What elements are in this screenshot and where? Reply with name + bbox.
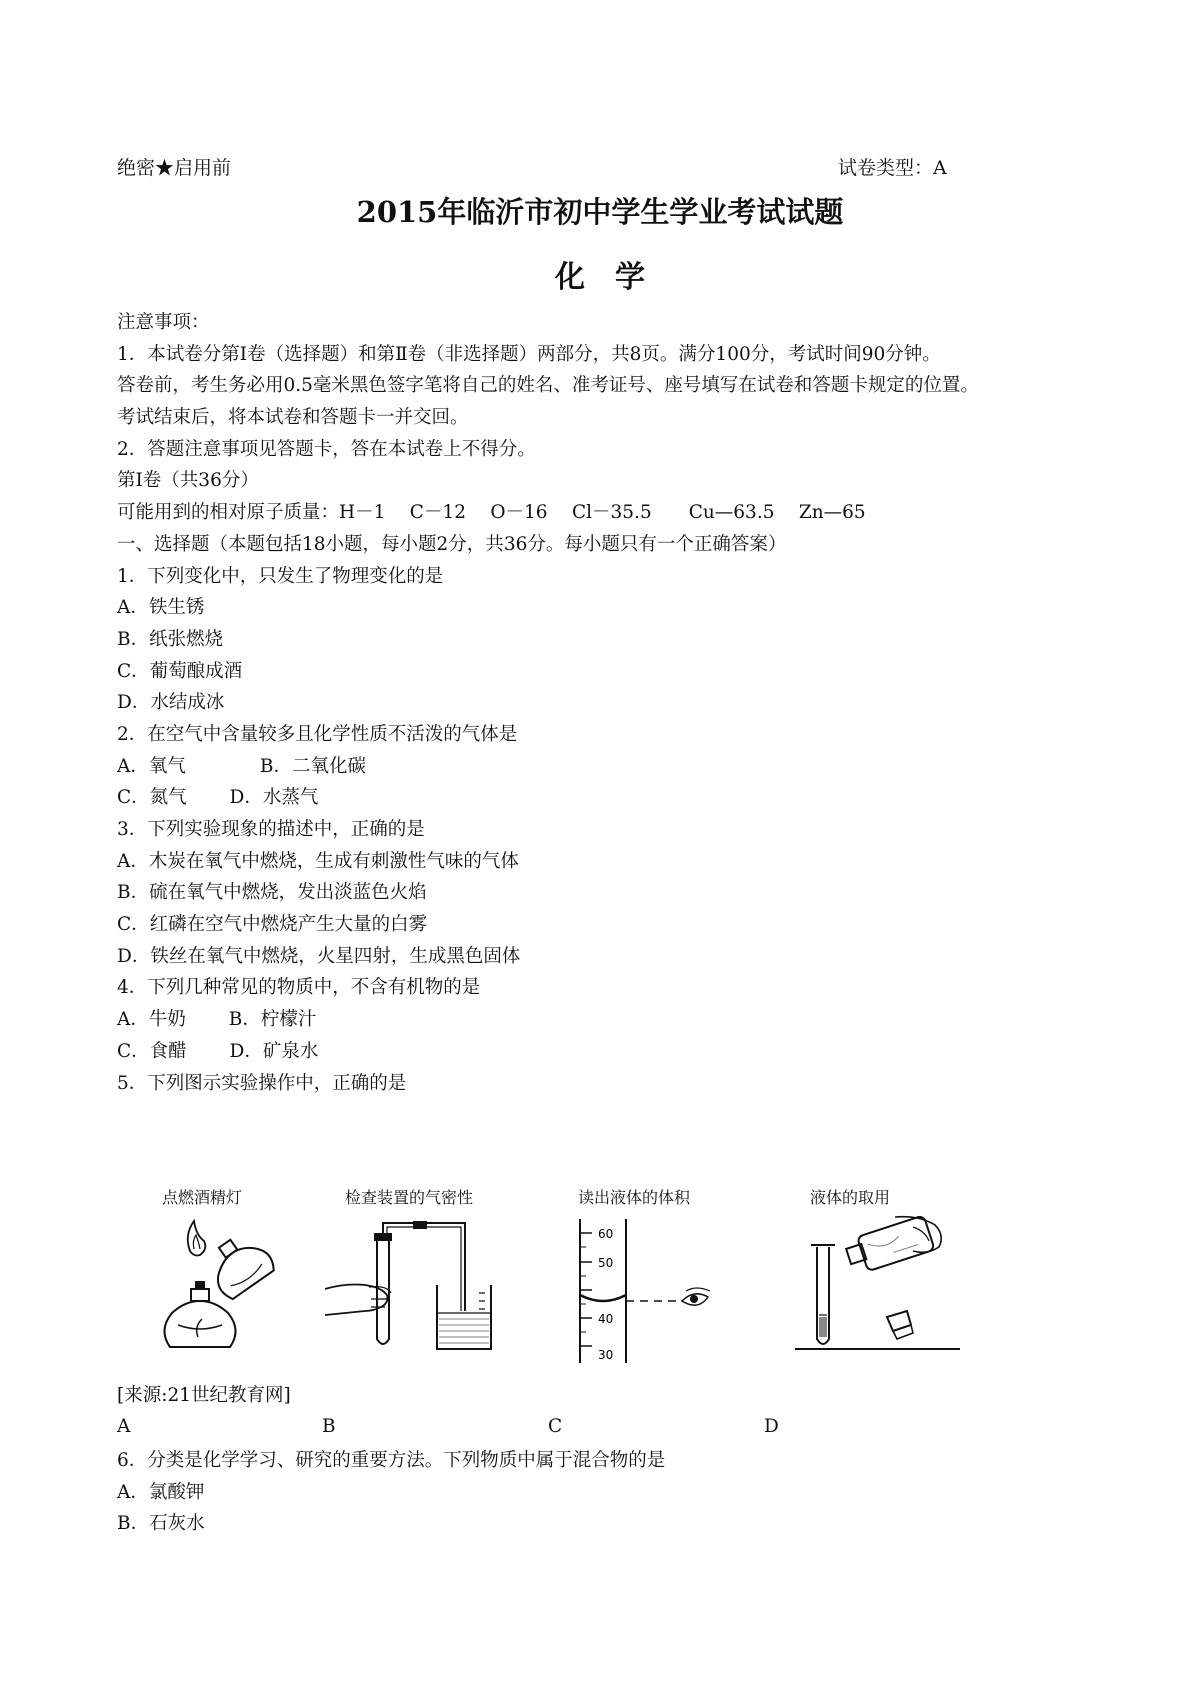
graduated-cylinder-icon [570, 1215, 720, 1365]
tick-40: 40 [598, 1312, 614, 1326]
notice-line: 2．答题注意事项见答题卡，答在本试卷上不得分。 [117, 438, 536, 460]
question-option: D．水结成冰 [117, 692, 225, 714]
figure-b-label: 检查装置的气密性 [345, 1188, 474, 1207]
question-6: 6．分类是化学学习、研究的重要方法。下列物质中属于混合物的是 [117, 1450, 666, 1471]
subject-title: 化学 [555, 260, 675, 295]
option-d-label: D [764, 1416, 779, 1437]
question-2: 2．在空气中含量较多且化学性质不活泼的气体是 [117, 723, 518, 745]
figure-c-label: 读出液体的体积 [578, 1188, 691, 1207]
option-b-label: B [322, 1416, 336, 1437]
choice-section-heading: 一、选择题（本题包括18小题，每小题2分，共36分。每小题只有一个正确答案） [117, 533, 787, 555]
atomic-mass-line: 可能用到的相对原子质量：H－1 C－12 O－16 Cl－35.5 Cu—63.5 Zn—65 [117, 502, 866, 524]
figure-a-label: 点燃酒精灯 [162, 1188, 243, 1207]
tick-30: 30 [598, 1348, 614, 1362]
paper-type: 试卷类型：A [838, 157, 947, 179]
question-option: C．氮气 D．水蒸气 [117, 787, 319, 809]
alcohol-lamp-icon [150, 1215, 280, 1355]
question-1: 1．下列变化中，只发生了物理变化的是 [117, 565, 444, 587]
lab-figures [140, 1185, 960, 1365]
question-option: C．葡萄酿成酒 [117, 660, 243, 682]
question-5: 5．下列图示实验操作中，正确的是 [117, 1072, 407, 1094]
question-option: B．石灰水 [117, 1513, 205, 1535]
question-3: 3．下列实验现象的描述中，正确的是 [117, 819, 425, 840]
question-6-block [117, 1445, 1107, 1540]
section-heading: 第Ⅰ卷（共36分） [117, 470, 259, 492]
question-option: A．氯酸钾 [117, 1481, 205, 1503]
question-option: D．铁丝在氧气中燃烧，火星四射，生成黑色固体 [117, 945, 521, 967]
exam-title: 2015年临沂市初中学生学业考试试题 [356, 195, 844, 229]
source-note: [来源:21世纪教育网] [117, 1385, 291, 1406]
option-a-label: A [117, 1416, 131, 1437]
notice-line: 答卷前，考生务必用0.5毫米黑色签字笔将自己的姓名、准考证号、座号填写在试卷和答题卡规定的位置。 [117, 375, 979, 397]
question-option: B．纸张燃烧 [117, 628, 224, 650]
tick-50: 50 [598, 1256, 614, 1270]
question-option: A．铁生锈 [117, 597, 205, 619]
question-4: 4．下列几种常见的物质中，不含有机物的是 [117, 977, 481, 999]
notice-line: 考试结束后，将本试卷和答题卡一并交回。 [117, 407, 469, 429]
question-option: A．木炭在氧气中燃烧，生成有刺激性气味的气体 [117, 850, 519, 872]
notice-heading: 注意事项： [117, 312, 210, 333]
question-option: B．硫在氧气中燃烧，发出淡蓝色火焰 [117, 882, 427, 904]
notice-line: 1．本试卷分第Ⅰ卷（选择题）和第Ⅱ卷（非选择题）两部分，共8页。满分100分，考试时间90分钟。 [117, 343, 941, 365]
tick-60: 60 [598, 1227, 614, 1241]
question-option: C．食醋 D．矿泉水 [117, 1040, 319, 1062]
option-c-label: C [548, 1416, 563, 1437]
airtightness-test-icon [325, 1215, 495, 1355]
question-option: A．氧气 B．二氧化碳 [117, 755, 366, 777]
figure-d-label: 液体的取用 [810, 1188, 891, 1207]
question-option: A．牛奶 B．柠檬汁 [117, 1009, 317, 1031]
confidential-note: 绝密★启用前 [117, 157, 232, 179]
question-option: C．红磷在空气中燃烧产生大量的白雾 [117, 914, 428, 936]
pouring-liquid-icon [795, 1215, 960, 1355]
exam-body [117, 307, 1107, 1099]
